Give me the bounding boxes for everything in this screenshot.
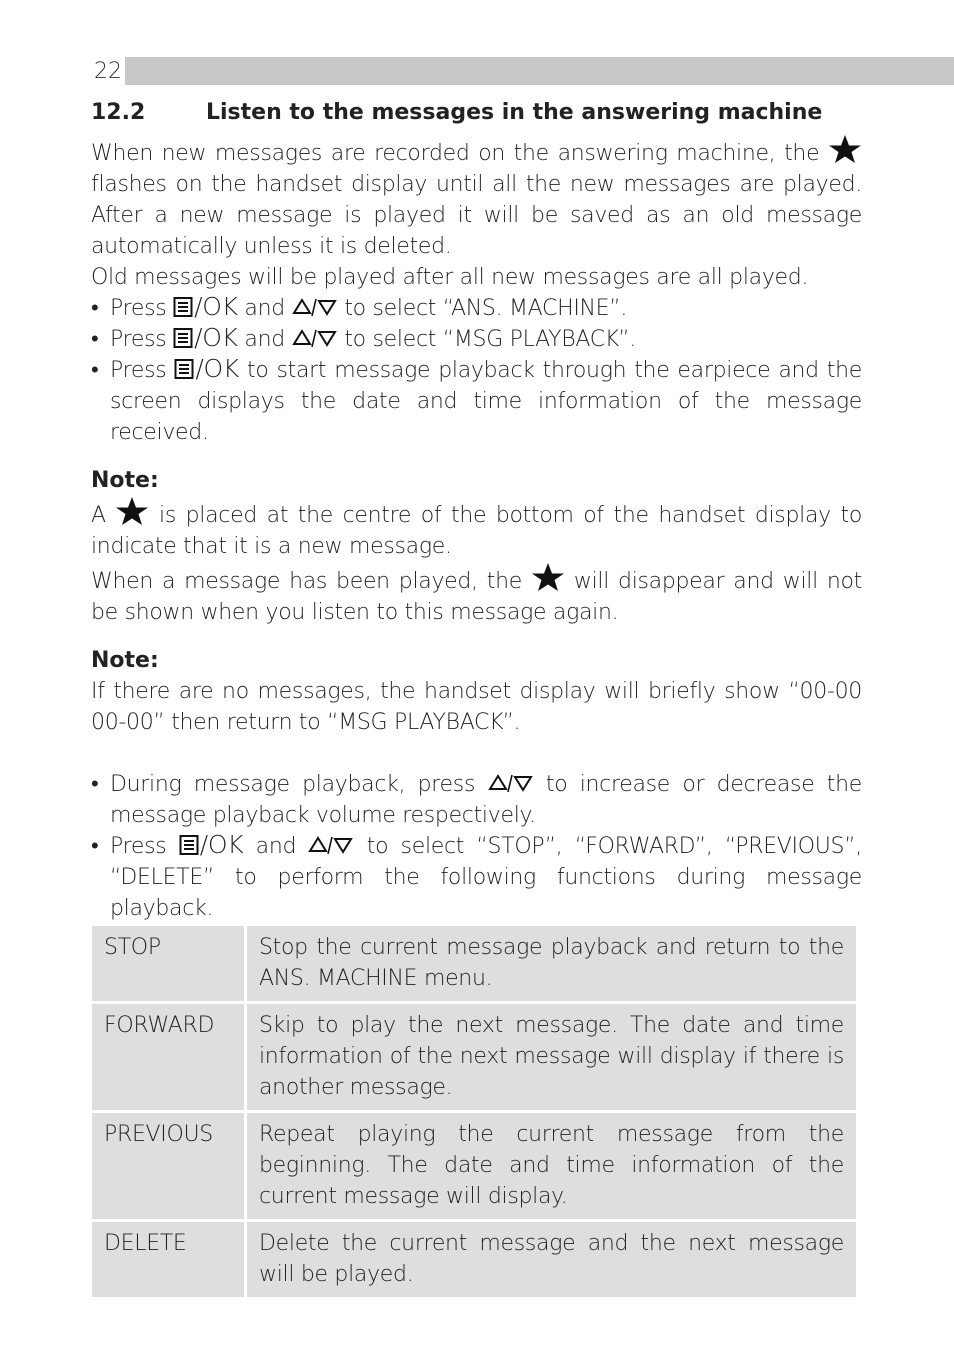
intro-text-1: When new messages are recorded on the answering machine, the xyxy=(91,141,820,166)
functions-table xyxy=(89,923,859,1300)
note-1-title: Note: xyxy=(91,468,159,493)
intro-text-2: flashes on the handset display until all the new messages are played. After a new message is played it will be saved as an old message automatically unless it is deleted. xyxy=(91,172,862,259)
step-1: • Press /OK and to select “ANS. MACHINE”. xyxy=(91,292,628,321)
note-1-text-b: When a message has been played, the will disappear and will not be shown when you listen to this message again. xyxy=(91,562,862,628)
section-heading xyxy=(91,98,862,128)
menu-ok-key: /OK xyxy=(179,834,244,856)
up-down-arrow-icon xyxy=(308,835,354,855)
step-2: • Press /OK and to select “MSG PLAYBACK”. xyxy=(91,323,637,352)
function-description: Skip to play the next message. The date and time information of the next message will display if there is another message. xyxy=(247,1004,856,1110)
table-row xyxy=(92,1113,856,1219)
menu-list-icon xyxy=(173,296,193,318)
menu-ok-key: /OK xyxy=(174,358,239,380)
section-number: 12.2 xyxy=(91,100,146,125)
function-description: Repeat playing the current message from the beginning. The date and time information of the current message will display. xyxy=(247,1113,856,1219)
note-2-title: Note: xyxy=(91,648,159,673)
star-icon xyxy=(115,496,149,526)
playback-bullet-2: • Press /OK and to select “STOP”, “FORWARD”, “PREVIOUS”, “DELETE” to perform the following functions during message playback. xyxy=(91,830,863,921)
section-title: Listen to the messages in the answering machine xyxy=(206,100,823,125)
up-down-arrow-icon xyxy=(292,328,338,348)
star-icon xyxy=(531,562,565,592)
function-name: FORWARD xyxy=(92,1004,244,1110)
menu-list-icon xyxy=(174,358,194,380)
function-name: STOP xyxy=(92,926,244,1001)
star-icon xyxy=(828,134,862,164)
table-row xyxy=(92,1004,856,1110)
up-down-arrow-icon xyxy=(292,297,338,317)
playback-bullet-1: • During message playback, press to increase or decrease the message playback volume respectively. xyxy=(91,772,863,828)
note-1-text-a: A is placed at the centre of the bottom of the handset display to indicate that it is a new message. xyxy=(91,496,862,562)
intro-paragraph-2: Old messages will be played after all new messages are all played. xyxy=(91,265,809,290)
function-name: PREVIOUS xyxy=(92,1113,244,1219)
page-content xyxy=(91,98,862,924)
menu-list-icon xyxy=(173,327,193,349)
table-row xyxy=(92,1222,856,1297)
note-2-text: If there are no messages, the handset display will briefly show “00-00 00-00” then return to “MSG PLAYBACK”. xyxy=(91,679,862,735)
page-number: 22 xyxy=(92,57,125,85)
step-3: • Press /OK to start message playback through the earpiece and the screen displays the date and time information of the message received. xyxy=(91,354,863,445)
function-description: Stop the current message playback and return to the ANS. MACHINE menu. xyxy=(247,926,856,1001)
header-bar xyxy=(92,57,954,85)
function-description: Delete the current message and the next message will be played. xyxy=(247,1222,856,1297)
intro-paragraph xyxy=(91,134,862,262)
table-row xyxy=(92,926,856,1001)
menu-list-icon xyxy=(179,834,199,856)
menu-ok-key: /OK xyxy=(173,327,238,349)
menu-ok-key: /OK xyxy=(173,296,238,318)
up-down-arrow-icon xyxy=(488,773,534,793)
function-name: DELETE xyxy=(92,1222,244,1297)
